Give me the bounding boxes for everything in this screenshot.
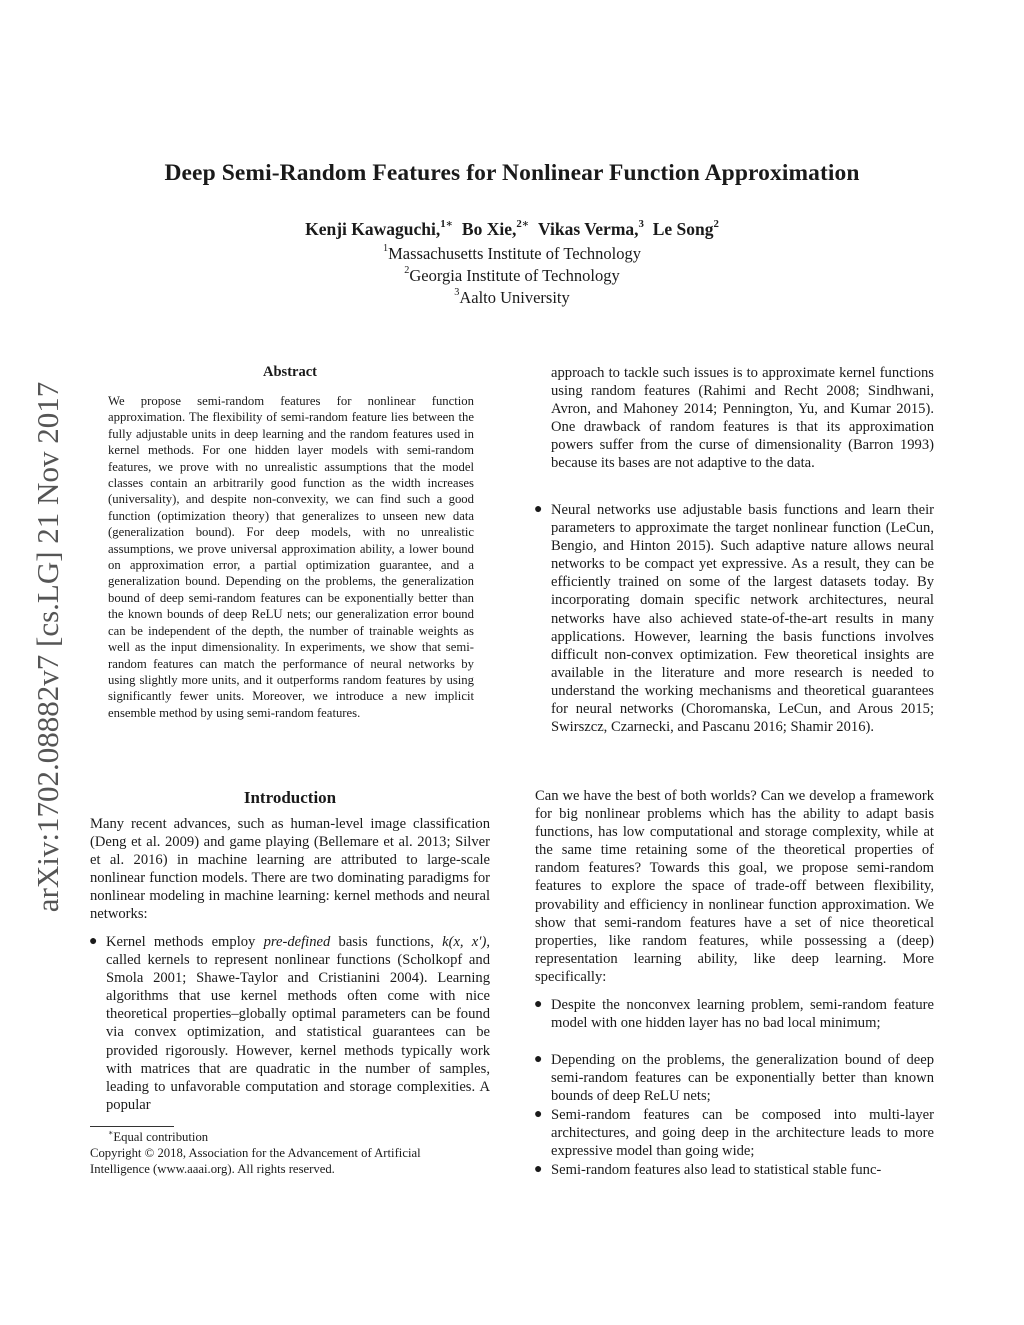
author: Le Song$^2$ <box>652 218 719 239</box>
intro-paragraph: Can we have the best of both worlds? Can we develop a framework for big nonlinear problems which has the ability to adapt basis functions, has low computational and storage complexity, while at the same time retaining some of the theoretical properties of random features? Towards this goal, we propose semi-random features to explore the space of trade-off between flexibility, provability and efficiency in nonlinear function approximation. We show that semi-random features have a set of nice theoretical properties, like random features, while possessing a (deep) representation learning ability, like deep learning. More specifically: <box>535 788 934 985</box>
intro-paragraph: Many recent advances, such as human-level image classification (Deng et al. 2009) and game playing (Bellemare et al. 2013; Silver et al. 2016) in machine learning are attributed to large-scale nonlinear function models. There are two dominating paradigms for nonlinear modeling in machine learning: kernel methods and neural networks: <box>90 816 490 923</box>
contribution-item: ● Depending on the problems, the generalization bound of deep semi-random features can be exponentially better than known bounds of deep ReLU nets; <box>534 1052 934 1105</box>
paper-title: Deep Semi-Random Features for Nonlinear Function Approximation <box>164 160 860 186</box>
abstract-heading: Abstract <box>263 364 317 380</box>
affiliation: $^1$Massachusetts Institute of Technology <box>383 243 641 263</box>
footnote-copyright: Copyright © 2018, Association for the Advancement of Artificial Intelligence (www.aaai.org). All rights reserved. <box>90 1146 421 1177</box>
affiliation: $^3$Aalto University <box>454 287 570 307</box>
introduction-heading: Introduction <box>243 788 337 807</box>
author: Bo Xie,$^{2∗}$ <box>461 218 530 239</box>
bullet-icon: ● <box>534 1107 543 1122</box>
bullet-icon: ● <box>534 1052 543 1067</box>
bullet-icon: ● <box>534 1162 543 1177</box>
list-item-continuation: approach to tackle such issues is to approximate kernel functions using random features (Rahimi and Recht 2008; Sindhwani, Avron, and Mahoney 2014; Pennington, Yu, and Kumar 2015). One drawback of random features is that its approximation powers suffer from the curse of dimensionality (Barron 1993) because its bases are not adaptive to the data. <box>551 365 934 472</box>
contribution-item: ● Semi-random features also lead to statistical stable func- <box>534 1162 882 1178</box>
arxiv-id-text: arXiv:1702.08882v7 [cs.LG] 21 Nov 2017 <box>30 381 65 913</box>
bullet-icon: ● <box>534 997 543 1012</box>
author: Vikas Verma,$^3$ <box>538 218 644 239</box>
author: Kenji Kawaguchi,$^{1∗}$ <box>305 218 454 239</box>
list-item-neural-networks: ● Neural networks use adjustable basis functions and learn their parameters to approximate the target nonlinear function (LeCun, Bengio, and Hinton 2015). Such adaptive nature allows neural networks to be compact yet expressive. As a result, they can be efficiently trained on some of the largest datasets today. By incorporating domain specific network architectures, neural networks have also achieved state-of-the-art results in many applications. However, learning the basis functions involves difficult non-convex optimization. Few theoretical insights are available in the literature and more research is needed to understand the working mechanisms and theoretical guarantees for neural networks (Choromanska, LeCun, and Arous 2015; Swirszcz, Czarnecki, and Pascanu 2016; Shamir 2016). <box>534 502 934 736</box>
footnote-rule <box>90 1126 174 1127</box>
abstract-text: We propose semi-random features for nonlinear function approximation. The flexibility of semi-random feature lies between the fully adjustable units in deep learning and the random features used in kernel methods. For one hidden layer models with semi-random features, we prove with no unrealistic assumptions that the model classes contain an arbitrarily good function as the width increases (universality), and despite non-convexity, we can find such a good function (optimization theory) that generalizes to unseen new data (generalization bound). For deep models, with no unrealistic assumptions, we prove universal approximation ability, a lower bound on approximation error, a partial optimization guarantee, and a generalization bound. Depending on the problems, the generalization bound of deep semi-random features can be exponentially better than the known bounds of deep ReLU nets; our generalization error bound can be independent of the depth, the number of trainable weights as well as the input dimensionality. In experiments, we show that semi-random features can match the performance of neural networks by using slightly more units, and it outperforms random features by using significantly fewer units. Moreover, we introduce a new implicit ensemble method by using semi-random features. <box>108 394 474 720</box>
affiliation: $^2$Georgia Institute of Technology <box>404 265 620 285</box>
contribution-item: ● Despite the nonconvex learning problem, semi-random feature model with one hidden layer has no bad local minimum; <box>534 997 934 1032</box>
arxiv-identifier-stamp <box>14 350 78 944</box>
list-item-kernel-methods: ● Kernel methods employ pre-defined basis functions, k(x, x′), called kernels to represent nonlinear functions (Scholkopf and Smola 2001; Shawe-Taylor and Cristianini 2004). Learning algorithms that use kernel methods often come with nice theoretical properties–globally optimal parameters can be found via convex optimization, and statistical guarantees can be provided rigorously. However, kernel methods typically work with matrices that are quadratic in the number of samples, leading to unfavorable computation and storage complexities. A popular <box>89 934 490 1113</box>
bullet-icon: ● <box>534 502 543 517</box>
author-list <box>80 219 944 240</box>
bullet-icon: ● <box>89 934 98 949</box>
contribution-item: ● Semi-random features can be composed into multi-layer architectures, and going deep in the architecture leads to more expressive model than going wide; <box>534 1107 934 1160</box>
footnote-equal-contribution: ∗Equal contribution <box>108 1127 209 1144</box>
